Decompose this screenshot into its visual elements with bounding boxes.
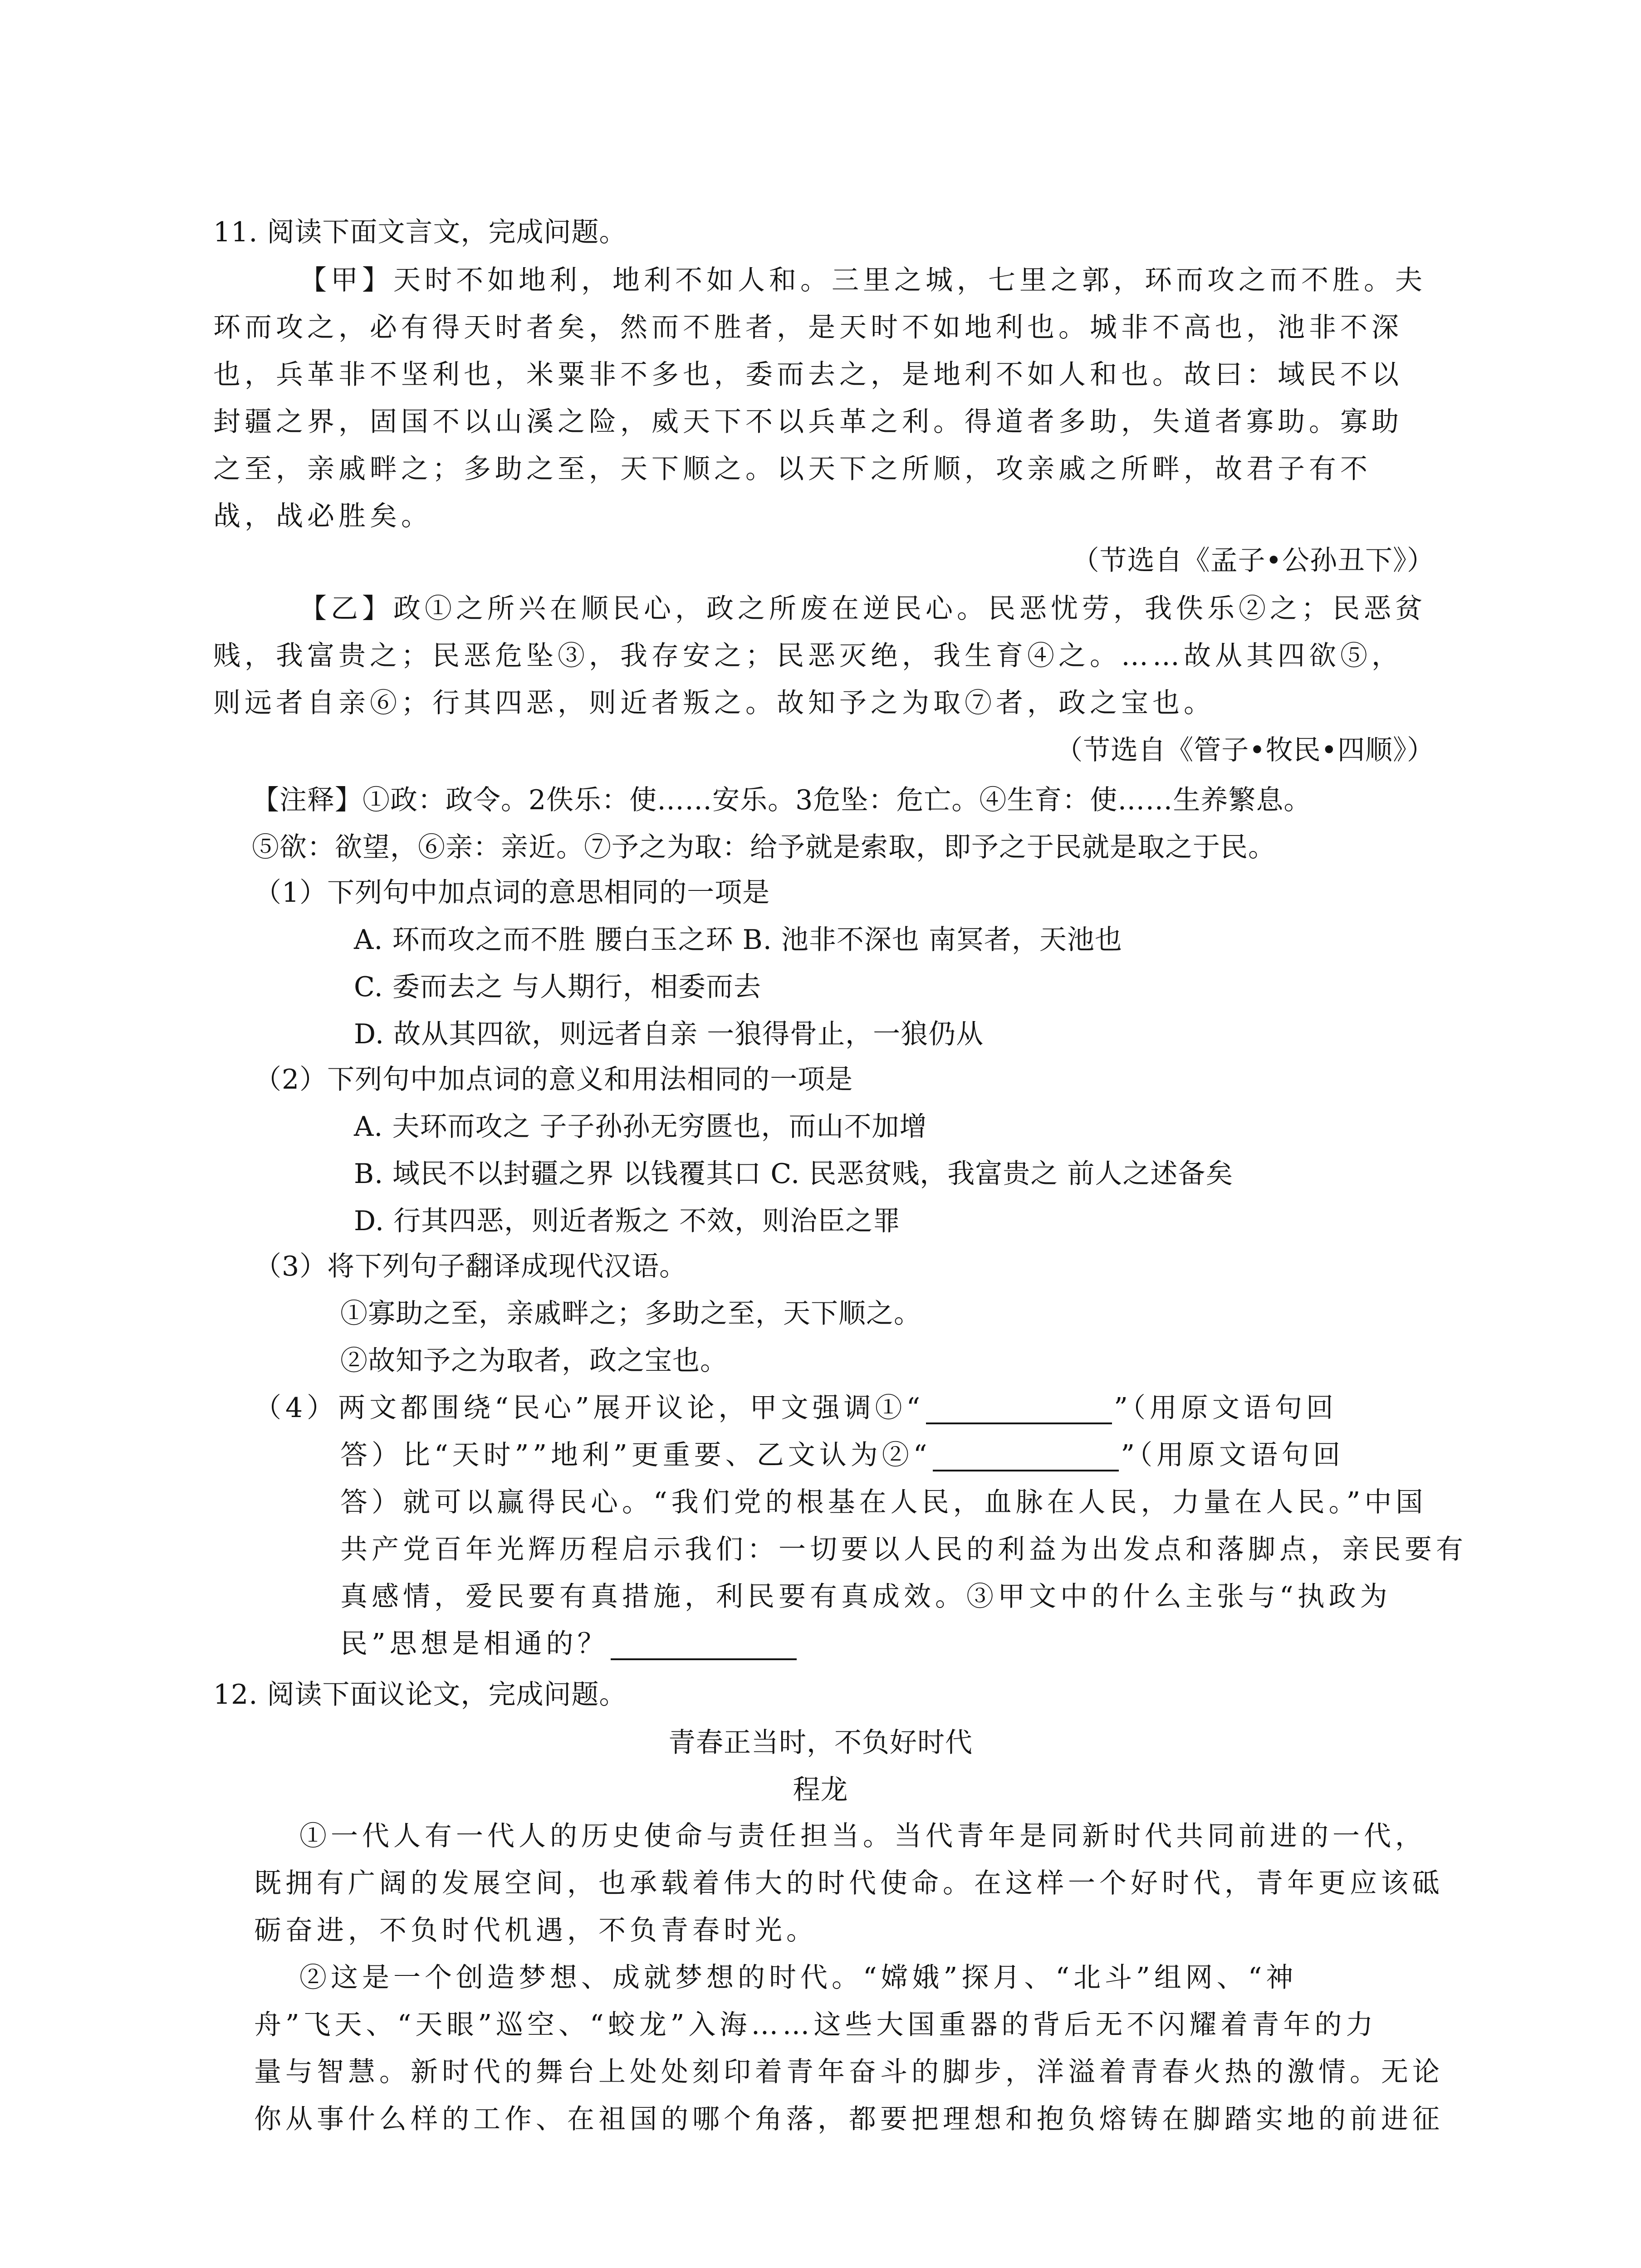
p3-stem: （3）将下列句子翻译成现代汉语。 [254,1251,687,1282]
article-line-1: ①一代人有一代人的历史使命与责任担当。当代青年是同新时代共同前进的一代， [299,1820,1426,1852]
article-title: 青春正当时，不负好时代 [668,1727,973,1759]
p1-stem: （1）下列句中加点词的意思相同的一项是 [254,877,770,909]
p2-option-a: A. 夫环而攻之 子子孙孙无穷匮也，而山不加增 [354,1111,927,1143]
answer-blank-2[interactable] [933,1444,1119,1471]
p4-line-1-text-b: ”（用原文语句回 [1114,1392,1337,1424]
p2-stem: （2）下列句中加点词的意义和用法相同的一项是 [254,1064,853,1095]
notes-line-2: ⑤欲：欲望，⑥亲：亲近。⑦予之为取：给予就是索取，即予之于民就是取之于民。 [252,831,1276,863]
jia-line-6: 战，战必胜矣。 [213,500,432,532]
answer-blank-3[interactable] [611,1633,797,1660]
p4-line-2-text-b: ”（用原文语句回 [1121,1439,1345,1471]
jia-line-1: 【甲】天时不如地利，地利不如人和。三里之城，七里之郭，环而攻之而不胜。夫 [299,264,1426,296]
p1-option-d: D. 故从其四欲，则远者自亲 一狼得骨止，一狼仍从 [354,1018,984,1050]
p4-line-2-text-a: 答）比“天时””地利”更重要、乙文认为②“ [340,1439,931,1471]
p3-item-2: ②故知予之为取者，政之宝也。 [340,1345,728,1377]
jia-source: （节选自《孟子•公孙丑下》） [1072,545,1435,577]
p2-option-d: D. 行其四恶，则近者叛之 不效，则治臣之罪 [354,1205,901,1237]
p2-option-bc: B. 域民不以封疆之界 以钱覆其口 C. 民恶贫贱，我富贵之 前人之述备矣 [354,1158,1234,1190]
p3-item-1: ①寡助之至，亲戚畔之；多助之至，天下顺之。 [340,1298,921,1330]
article-line-4: ②这是一个创造梦想、成就梦想的时代。“嫦娥”探月、“北斗”组网、“神 [299,1962,1298,1994]
jia-line-2: 环而攻之，必有得天时者矣，然而不胜者，是天时不如地利也。城非不高也，池非不深 [213,312,1403,343]
answer-blank-1[interactable] [926,1397,1112,1424]
article-line-5: 舟”飞天、“天眼”巡空、“蛟龙”入海……这些大国重器的背后无不闪耀着青年的力 [254,2009,1377,2041]
p4-line-6-text: 民”思想是相通的？ [340,1628,609,1660]
p1-option-ab: A. 环而攻之而不胜 腰白玉之环 B. 池非不深也 南冥者，天池也 [354,924,1122,956]
yi-line-3: 则远者自亲⑥；行其四恶，则近者叛之。故知予之为取⑦者，政之宝也。 [213,687,1215,719]
article-line-6: 量与智慧。新时代的舞台上处处刻印着青年奋斗的脚步，洋溢着青春火热的激情。无论 [254,2056,1444,2088]
jia-line-4: 封疆之界，固国不以山溪之险，威天下不以兵革之利。得道者多助，失道者寡助。寡助 [213,406,1403,438]
p4-line-6 [340,1628,798,1660]
p4-line-4: 共产党百年光辉历程启示我们：一切要以人民的利益为出发点和落脚点，亲民要有 [340,1534,1467,1565]
yi-line-2: 贱，我富贵之；民恶危坠③，我存安之；民恶灭绝，我生育④之。……故从其四欲⑤， [213,640,1403,672]
jia-line-5: 之至，亲戚畔之；多助之至，天下顺之。以天下之所顺，攻亲戚之所畔，故君子有不 [213,453,1372,485]
q12-heading: 12. 阅读下面议论文，完成问题。 [213,1679,627,1711]
p4-line-1-text-a: （4）两文都围绕“民心”展开议论，甲文强调①“ [254,1392,925,1424]
article-line-7: 你从事什么样的工作、在祖国的哪个角落，都要把理想和抱负熔铸在脚踏实地的前进征 [254,2103,1444,2135]
p4-line-3: 答）就可以赢得民心。“我们党的根基在人民，血脉在人民，力量在人民。”中国 [340,1486,1427,1518]
yi-source: （节选自《管子•牧民•四顺》） [1055,734,1435,766]
jia-line-3: 也，兵革非不坚利也，米粟非不多也，委而去之，是地利不如人和也。故曰：域民不以 [213,359,1403,391]
p4-line-5: 真感情，爱民要有真措施，利民要有真成效。③甲文中的什么主张与“执政为 [340,1581,1391,1613]
article-author: 程龙 [793,1774,848,1806]
article-line-2: 既拥有广阔的发展空间，也承载着伟大的时代使命。在这样一个好时代，青年更应该砥 [254,1867,1444,1899]
p4-line-1 [254,1392,1337,1424]
article-line-3: 砺奋进，不负时代机遇，不负青春时光。 [254,1915,818,1946]
q11-heading: 11. 阅读下面文言文，完成问题。 [213,216,627,248]
yi-line-1: 【乙】政①之所兴在顺民心，政之所废在逆民心。民恶忧劳，我佚乐②之；民恶贫 [299,593,1426,625]
p4-line-2 [340,1439,1344,1471]
notes-line-1: 【注释】①政：政令。2佚乐：使……安乐。3危坠：危亡。④生育：使……生养繁息。 [252,784,1312,816]
p1-option-c: C. 委而去之 与人期行，相委而去 [354,971,761,1003]
